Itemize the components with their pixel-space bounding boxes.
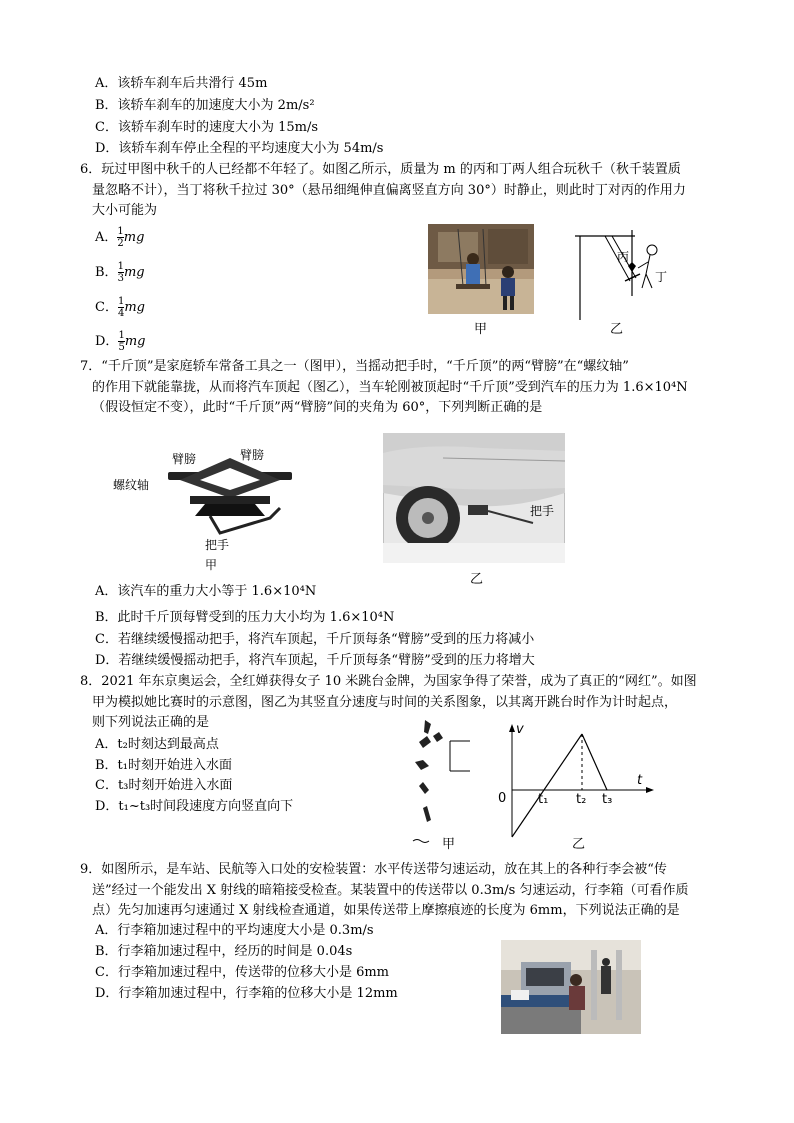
car-jack-photo [383,433,565,563]
q8-stem-line1: 8．2021 年东京奥运会，全红婵获得女子 10 米跳台金牌，为国家争得了荣誉，成为了真正的“网红”。如图 [80,674,697,689]
fig8-jia-caption: 甲 [442,837,456,852]
label-bing: 丙 [617,250,630,264]
q7-option-a: A．该汽车的重力大小等于 1.6×10⁴N [95,584,317,599]
q7-stem-line2: 的作用下就能靠拢，从而将汽车顶起（图乙），当车轮刚被顶起时“千斤顶”受到汽车的压力为 1.6×10⁴N [92,380,688,395]
q5-option-d: D．该轿车刹车停止全程的平均速度大小为 54m/s [95,141,384,156]
q9-stem-line3: 点）先匀加速再匀速通过 X 射线检查通道，如果传送带上摩擦痕迹的长度为 6mm，下列说法正确的是 [92,903,680,918]
q9-stem-line2: 送”经过一个能发出 X 射线的暗箱接受检查。某装置中的传送带以 0.3m/s 匀速运动，行李箱（可看作质 [92,883,689,898]
fig6-jia-caption: 甲 [474,322,488,337]
q9-option-b: B．行李箱加速过程中，经历的时间是 0.04s [95,944,353,959]
graph-t1-label: t₁ [538,792,549,807]
q7-option-c: C．若继续缓慢摇动把手，将汽车顶起，千斤顶每条“臂膀”受到的压力将减小 [95,632,535,647]
fig6-yi-caption: 乙 [610,322,624,337]
q5-option-c: C．该轿车刹车时的速度大小为 15m/s [95,120,318,135]
label-handle-jia: 把手 [205,538,230,552]
label-arm-left: 臂膀 [172,452,197,466]
graph-t2-label: t₂ [576,792,587,807]
q7-stem-line3: （假设恒定不变），此时“千斤顶”两“臂膀”间的夹角为 60°，下列判断正确的是 [92,400,543,415]
graph-t-label: t [637,773,643,788]
fig8-yi-caption: 乙 [572,837,586,852]
q6-stem-line3: 大小可能为 [92,203,158,218]
q6-option-c: C．$\frac{1}{4}$ mg [95,296,145,319]
graph-v-label: v [516,722,524,737]
q6-option-d: D．$\frac{1}{5}$ mg [95,330,146,353]
security-check-photo [501,940,641,1034]
swing-photo [428,224,534,314]
label-ding: 丁 [655,270,668,284]
q5-option-a: A．该轿车刹车后共滑行 45m [95,76,268,91]
q8-option-d: D．t₁~t₃时间段速度方向竖直向下 [95,799,294,814]
fig7-jia-caption: 甲 [205,558,218,572]
q8-option-a: A．t₂时刻达到最高点 [95,737,219,752]
q6-stem-line1: 6．玩过甲图中秋千的人已经都不年轻了。如图乙所示，质量为 m 的丙和丁两人组合玩秋千（秋千装置质 [80,162,681,177]
label-handle-yi: 把手 [530,504,555,518]
jack-figure [160,458,300,538]
q5-option-b: B．该轿车刹车的加速度大小为 2m/s² [95,98,315,113]
q8-option-b: B．t₁时刻开始进入水面 [95,758,232,773]
q7-option-b: B．此时千斤顶每臂受到的压力大小均为 1.6×10⁴N [95,610,395,625]
q9-option-a: A．行李箱加速过程中的平均速度大小是 0.3m/s [95,923,374,938]
fig7-yi-caption: 乙 [470,572,484,587]
graph-origin-label: 0 [498,791,507,806]
q9-option-d: D．行李箱加速过程中，行李箱的位移大小是 12mm [95,986,398,1001]
q7-option-d: D．若继续缓慢摇动把手，将汽车顶起，千斤顶每条“臂膀”受到的压力将增大 [95,653,535,668]
q7-stem-line1: 7．“千斤顶”是家庭轿车常备工具之一（图甲），当摇动把手时，“千斤顶”的两“臂膀”在“螺纹轴” [80,359,629,374]
q9-option-c: C．行李箱加速过程中，传送带的位移大小是 6mm [95,965,390,980]
graph-t3-label: t₃ [602,792,613,807]
label-screw-shaft: 螺纹轴 [113,478,150,492]
q6-option-a: A．$\frac{1}{2}$ mg [95,226,145,249]
q6-stem-line2: 量忽略不计），当丁将秋千拉过 30°（悬吊细绳伸直偏离竖直方向 30°）时静止，则此时丁对丙的作用力 [92,183,686,198]
label-arm-right: 臂膀 [240,448,265,462]
q6-option-b: B．$\frac{1}{3}$ mg [95,261,145,284]
q8-stem-line2: 甲为模拟她比赛时的示意图，图乙为其竖直分速度与时间的关系图象，以其离开跳台时作为计时起点， [92,695,678,710]
q8-stem-line3: 则下列说法正确的是 [92,715,210,730]
q8-option-c: C．t₃时刻开始进入水面 [95,778,233,793]
diver-figure [405,716,475,846]
vt-graph [490,722,660,844]
q9-stem-line1: 9．如图所示，是车站、民航等入口处的安检装置：水平传送带匀速运动，放在其上的各种行李会被“传 [80,862,667,877]
